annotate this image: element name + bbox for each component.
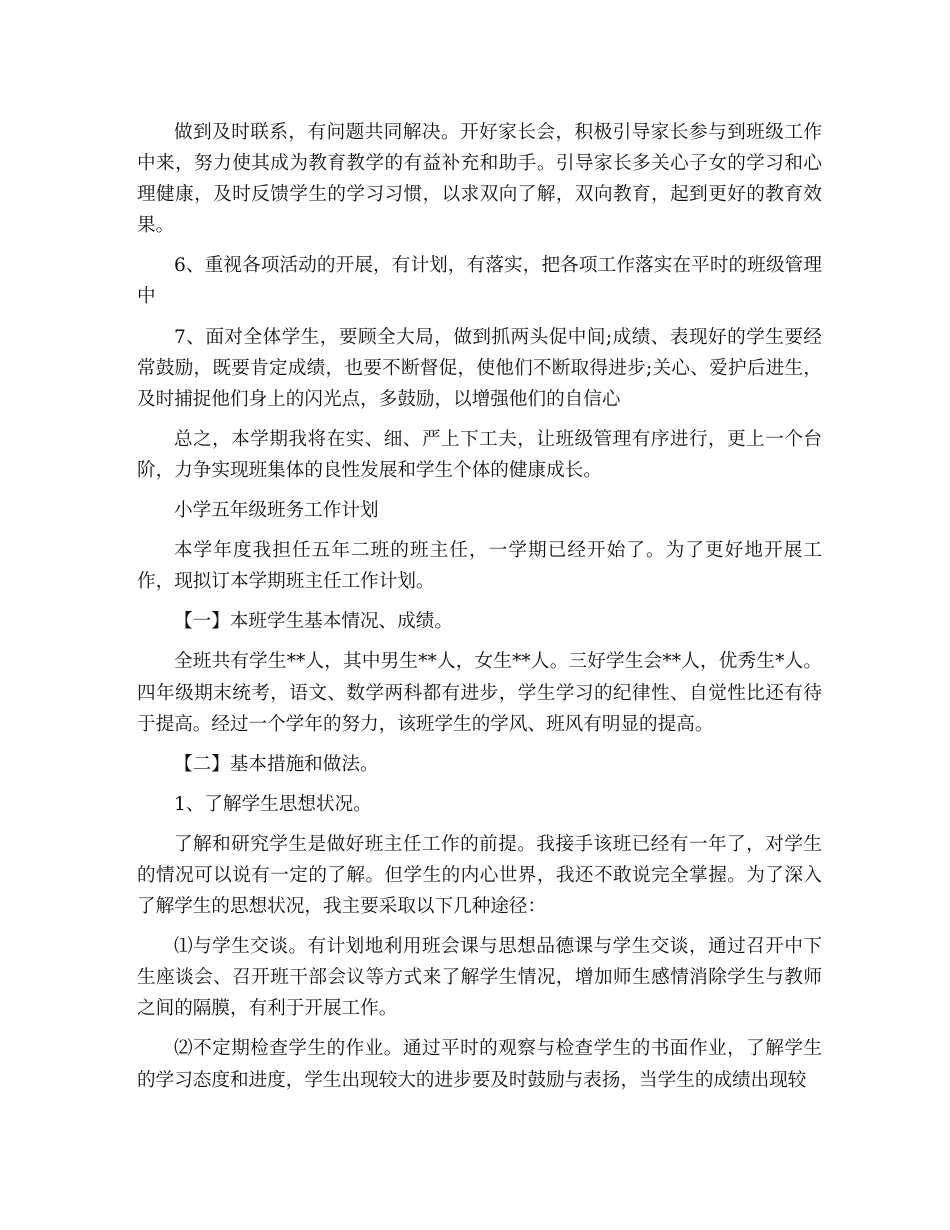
paragraph-understanding: 了解和研究学生是做好班主任工作的前提。我接手该班已经有一年了，对学生的情况可以说有一定的了解。但学生的内心世界，我还不敢说完全掌握。为了深入了解学生的思想状况，我主要采取以下几种途径： <box>137 833 822 918</box>
paragraph-intro: 本学年度我担任五年二班的班主任，一学期已经开始了。为了更好地开展工作，现拟订本学期班主任工作计划。 <box>137 540 822 593</box>
paragraph-class-situation: 全班共有学生**人，其中男生**人，女生**人。三好学生会**人，优秀生*人。四年级期末统考，语文、数学两科都有进步，学生学习的纪律性、自觉性比还有待于提高。经过一个学年的努力，该班学生的学风、班风有明显的提高。 <box>137 651 822 735</box>
paragraph-check-homework: ⑵不定期检查学生的作业。通过平时的观察与检查学生的书面作业，了解学生的学习态度和进度，学生出现较大的进步要及时鼓励与表扬，当学生的成绩出现较 <box>137 1038 822 1091</box>
paragraph-talk-with-students: ⑴与学生交谈。有计划地利用班会课与思想品德课与学生交谈，通过召开中下生座谈会、召开班干部会议等方式来了解学生情况，增加师生感情消除学生与教师之间的隔膜，有利于开展工作。 <box>137 936 822 1020</box>
subheading-1: 1、了解学生思想状况。 <box>174 793 372 815</box>
paragraph-item-7: 7、面对全体学生，要顾全大局，做到抓两头促中间;成绩、表现好的学生要经常鼓励，既要肯定成绩，也要不断督促，使他们不断取得进步;关心、爱护后进生，及时捕捉他们身上的闪光点，多鼓励，以增强他们的自信心 <box>137 326 822 410</box>
paragraph-parent-contact: 做到及时联系，有问题共同解决。开好家长会，积极引导家长参与到班级工作中来，努力使其成为教育教学的有益补充和助手。引导家长多关心子女的学习和心理健康，及时反馈学生的学习习惯，以求双向了解，双向教育，起到更好的教育效果。 <box>137 122 822 237</box>
paragraph-summary: 总之，本学期我将在实、细、严上下工夫，让班级管理有序进行，更上一个台阶，力争实现班集体的良性发展和学生个体的健康成长。 <box>137 428 822 481</box>
section-heading-2: 【二】基本措施和做法。 <box>174 753 379 775</box>
document-body <box>137 117 822 1096</box>
paragraph-item-6: 6、重视各项活动的开展，有计划，有落实，把各项工作落实在平时的班级管理中 <box>137 255 822 308</box>
section-heading-1: 【一】本班学生基本情况、成绩。 <box>174 611 453 633</box>
section-title: 小学五年级班务工作计划 <box>174 500 379 522</box>
